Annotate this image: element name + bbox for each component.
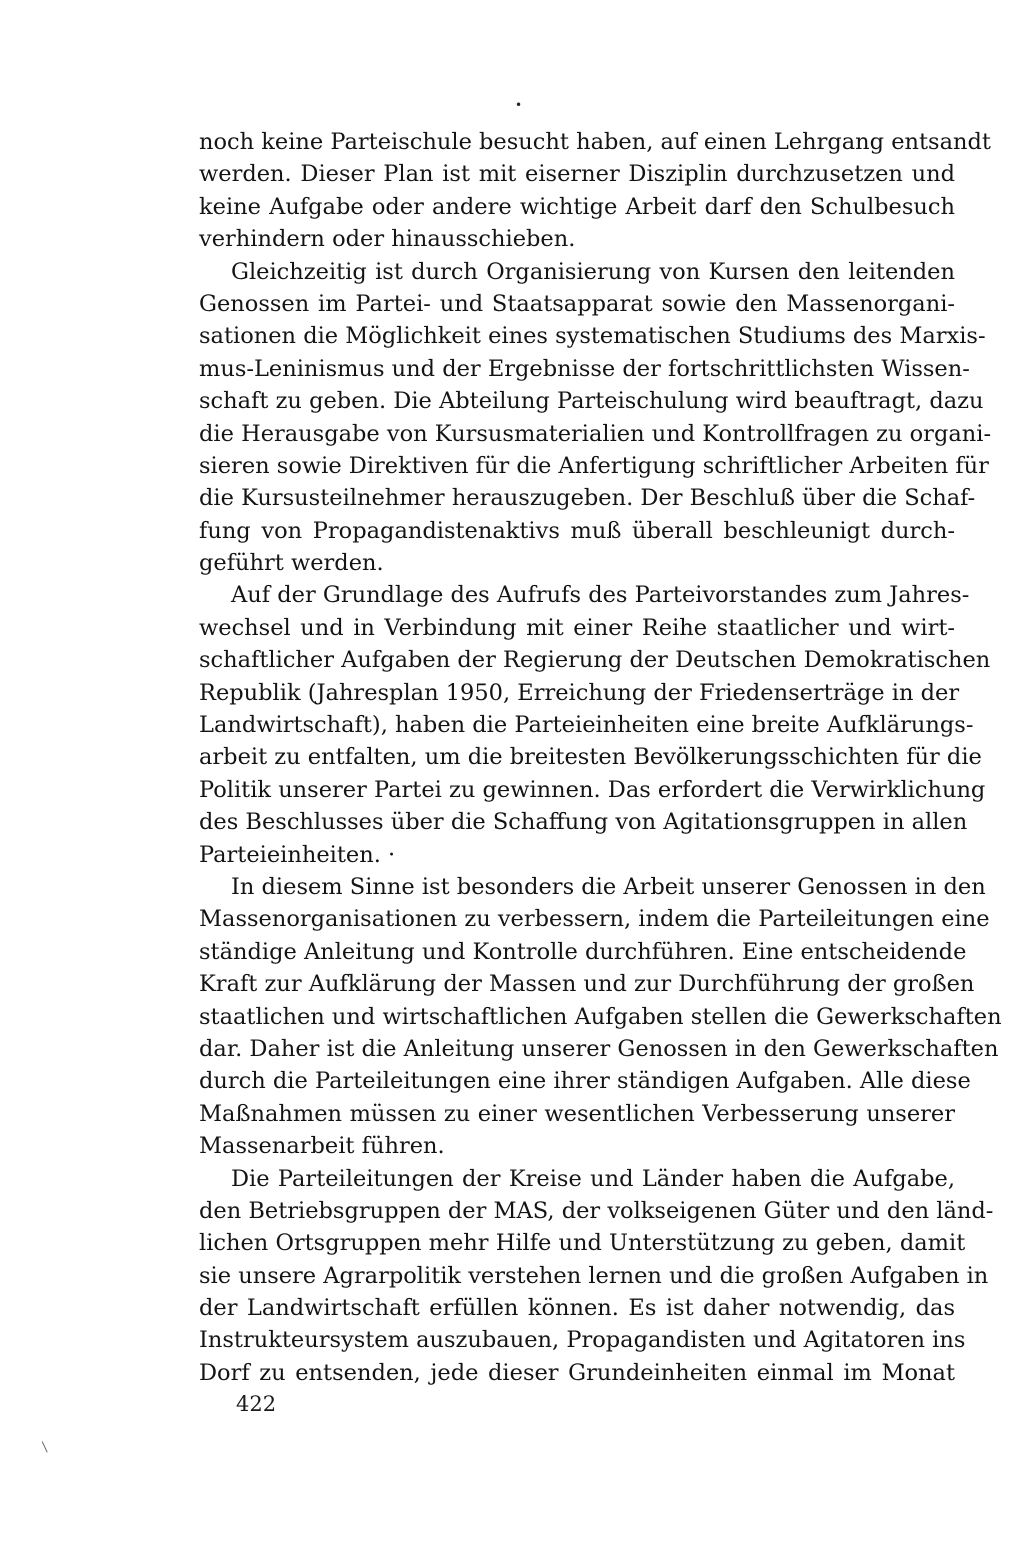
text-line: keine Aufgabe oder andere wichtige Arbeit darf den Schulbesuch — [199, 193, 955, 220]
body-text — [199, 126, 1002, 1389]
text-line: Auf der Grundlage des Aufrufs des Parteivorstandes zum Jahres- — [231, 582, 970, 609]
text-line: den Betriebsgruppen der MAS, der volkseigenen Güter und den länd- — [199, 1197, 994, 1224]
text-line: Kraft zur Aufklärung der Massen und zur Durchführung der großen — [199, 971, 975, 998]
text-line: sationen die Möglichkeit eines systematischen Studiums des Marxis- — [199, 323, 986, 350]
text-line: noch keine Parteischule besucht haben, auf einen Lehrgang entsandt — [199, 129, 991, 155]
text-line: In diesem Sinne ist besonders die Arbeit unserer Genossen in den — [231, 873, 986, 900]
text-line: Massenarbeit führen. — [199, 1133, 445, 1160]
text-line: die Kursusteilnehmer herauszugeben. Der Beschluß über die Schaf- — [199, 485, 976, 512]
text-line: geführt werden. — [199, 550, 384, 577]
text-line: Gleichzeitig ist durch Organisierung von Kursen den leitenden — [231, 258, 955, 285]
text-line: Maßnahmen müssen zu einer wesentlichen Verbesserung unserer — [199, 1100, 955, 1127]
text-line: lichen Ortsgruppen mehr Hilfe und Unterstützung zu geben, damit — [199, 1230, 966, 1257]
text-line: ständige Anleitung und Kontrolle durchführen. Eine entscheidende — [199, 938, 967, 965]
text-line: werden. Dieser Plan ist mit eiserner Disziplin durchzusetzen und — [199, 161, 955, 188]
text-line: mus-Leninismus und der Ergebnisse der fortschrittlichsten Wissen- — [199, 355, 970, 382]
text-line: schaftlicher Aufgaben der Regierung der Deutschen Demokratischen — [199, 647, 991, 674]
text-line: Massenorganisationen zu verbessern, indem die Parteileitungen eine — [199, 906, 990, 933]
page-number: 422 — [236, 1392, 277, 1416]
text-line: wechsel und in Verbindung mit einer Reihe staatlicher und wirt- — [199, 614, 955, 641]
text-line: der Landwirtschaft erfüllen können. Es ist daher notwendig, das — [199, 1295, 955, 1322]
text-line: fung von Propagandistenaktivs muß überall beschleunigt durch- — [199, 517, 955, 544]
text-line: schaft zu geben. Die Abteilung Parteischulung wird beauftragt, dazu — [199, 388, 984, 415]
text-line: sieren sowie Direktiven für die Anfertigung schriftlicher Arbeiten für — [199, 452, 989, 479]
text-line: die Herausgabe von Kursusmaterialien und Kontrollfragen zu organi- — [199, 420, 992, 447]
text-line: sie unsere Agrarpolitik verstehen lernen und die großen Aufgaben in — [199, 1262, 989, 1289]
text-line: Genossen im Partei- und Staatsapparat sowie den Massenorgani- — [199, 290, 955, 317]
text-line: Parteieinheiten. · — [199, 841, 396, 868]
text-line: staatlichen und wirtschaftlichen Aufgaben stellen die Gewerkschaften — [199, 1003, 1002, 1030]
text-line: Republik (Jahresplan 1950, Erreichung der Friedenserträge in der — [199, 679, 960, 706]
print-mark: • — [515, 98, 523, 112]
text-line: Instrukteursystem auszubauen, Propagandisten und Agitatoren ins — [199, 1327, 966, 1354]
text-line: Dorf zu entsenden, jede dieser Grundeinheiten einmal im Monat — [199, 1359, 955, 1386]
text-line: Landwirtschaft), haben die Parteieinheiten eine breite Aufklärungs- — [199, 712, 974, 739]
text-line: Die Parteileitungen der Kreise und Länder haben die Aufgabe, — [231, 1165, 955, 1192]
scan-speck — [42, 1440, 52, 1453]
text-line: arbeit zu entfalten, um die breitesten Bevölkerungsschichten für die — [199, 744, 982, 771]
text-line: des Beschlusses über die Schaffung von Agitationsgruppen in allen — [199, 809, 968, 836]
text-line: durch die Parteileitungen eine ihrer ständigen Aufgaben. Alle diese — [199, 1068, 971, 1095]
text-line: dar. Daher ist die Anleitung unserer Genossen in den Gewerkschaften — [199, 1035, 999, 1062]
text-line: verhindern oder hinausschieben. — [199, 226, 576, 253]
text-line: Politik unserer Partei zu gewinnen. Das erfordert die Verwirklichung — [199, 776, 986, 803]
